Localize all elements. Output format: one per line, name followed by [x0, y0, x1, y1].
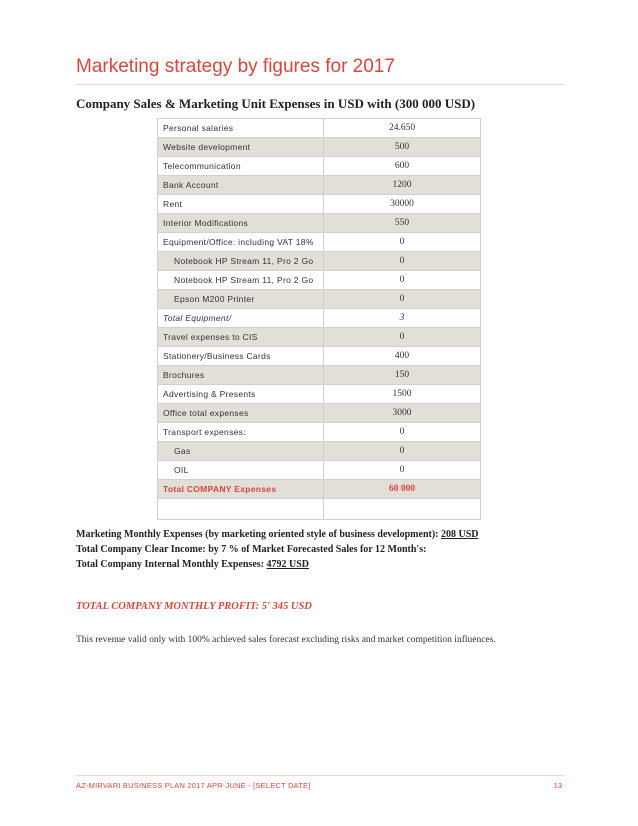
table-row [158, 366, 481, 385]
expense-label: Travel expenses to CIS [158, 328, 324, 347]
expense-label: Total COMPANY Expenses [158, 480, 324, 499]
expense-label: Bank Account [158, 176, 324, 195]
expense-value: 0 [324, 271, 481, 290]
table-row [158, 119, 481, 138]
expense-label: Advertising & Presents [158, 385, 324, 404]
expense-label: Website development [158, 138, 324, 157]
table-row [158, 176, 481, 195]
expense-value: 0 [324, 252, 481, 271]
expense-value: 0 [324, 442, 481, 461]
expense-label: Transport expenses: [158, 423, 324, 442]
expense-value [324, 499, 481, 520]
table-row [158, 404, 481, 423]
expense-value: 500 [324, 138, 481, 157]
expense-value: 550 [324, 214, 481, 233]
table-row [158, 423, 481, 442]
title-divider [76, 84, 564, 85]
summary-block [76, 527, 479, 572]
revenue-note: This revenue valid only with 100% achieved sales forecast excluding risks and market competition influences. [76, 635, 496, 645]
table-row [158, 499, 481, 520]
summary-marketing-label: Marketing Monthly Expenses (by marketing oriented style of business development): [76, 529, 441, 540]
table-row [158, 271, 481, 290]
expense-value: 400 [324, 347, 481, 366]
expense-value: 0 [324, 461, 481, 480]
expense-value: 30000 [324, 195, 481, 214]
expense-label: Total Equipment/ [158, 309, 324, 328]
expense-label: Personal salaries [158, 119, 324, 138]
expense-value: 1200 [324, 176, 481, 195]
expense-label: Telecommunication [158, 157, 324, 176]
page-title: Marketing strategy by figures for 2017 [76, 56, 395, 77]
expense-label: Equipment/Office: including VAT 18% [158, 233, 324, 252]
footer-divider [76, 775, 564, 776]
summary-internal-value: 4792 USD [266, 559, 310, 570]
expense-value: 0 [324, 290, 481, 309]
table-row [158, 309, 481, 328]
expense-value: 24.650 [324, 119, 481, 138]
expense-value: 0 [324, 328, 481, 347]
expense-label: Notebook HP Stream 11, Pro 2 Go [158, 252, 324, 271]
table-row [158, 138, 481, 157]
summary-line-marketing [76, 527, 479, 542]
expense-value: 60 000 [324, 480, 481, 499]
expense-label: Epson M200 Printer [158, 290, 324, 309]
expense-label: Notebook HP Stream 11, Pro 2 Go [158, 271, 324, 290]
expense-value: 3000 [324, 404, 481, 423]
table-row [158, 328, 481, 347]
table-row [158, 347, 481, 366]
table-row [158, 233, 481, 252]
summary-marketing-value: 208 USD [441, 529, 479, 540]
footer-text: AZ-MIRVARI BUSINESS PLAN 2017 APR-JUNE - [SELECT DATE] [76, 781, 311, 790]
expense-label [158, 499, 324, 520]
summary-income-label: Total Company Clear Income: by 7 % of Market Forecasted Sales for 12 Month's: [76, 544, 427, 555]
table-row [158, 195, 481, 214]
table-row [158, 461, 481, 480]
expense-value: 0 [324, 423, 481, 442]
expense-label: Office total expenses [158, 404, 324, 423]
expense-label: Brochures [158, 366, 324, 385]
profit-line: TOTAL COMPANY MONTHLY PROFIT: 5' 345 USD [76, 601, 312, 612]
summary-line-income [76, 542, 479, 557]
expense-value: 1500 [324, 385, 481, 404]
expense-value: 3 [324, 309, 481, 328]
expense-value: 150 [324, 366, 481, 385]
table-row [158, 385, 481, 404]
expenses-table [157, 118, 481, 520]
table-row [158, 290, 481, 309]
table-heading: Company Sales & Marketing Unit Expenses in USD with (300 000 USD) [76, 96, 476, 111]
table-row [158, 442, 481, 461]
expense-label: Stationery/Business Cards [158, 347, 324, 366]
summary-internal-label: Total Company Internal Monthly Expenses: [76, 559, 267, 570]
expense-label: Interior Modifications [158, 214, 324, 233]
table-row [158, 480, 481, 499]
summary-line-internal [76, 557, 479, 572]
table-row [158, 214, 481, 233]
table-row [158, 252, 481, 271]
expense-value: 0 [324, 233, 481, 252]
table-row [158, 157, 481, 176]
expense-label: OIL [158, 461, 324, 480]
expense-value: 600 [324, 157, 481, 176]
expense-label: Rent [158, 195, 324, 214]
expense-label: Gas [158, 442, 324, 461]
page-number: 13 [553, 781, 562, 790]
